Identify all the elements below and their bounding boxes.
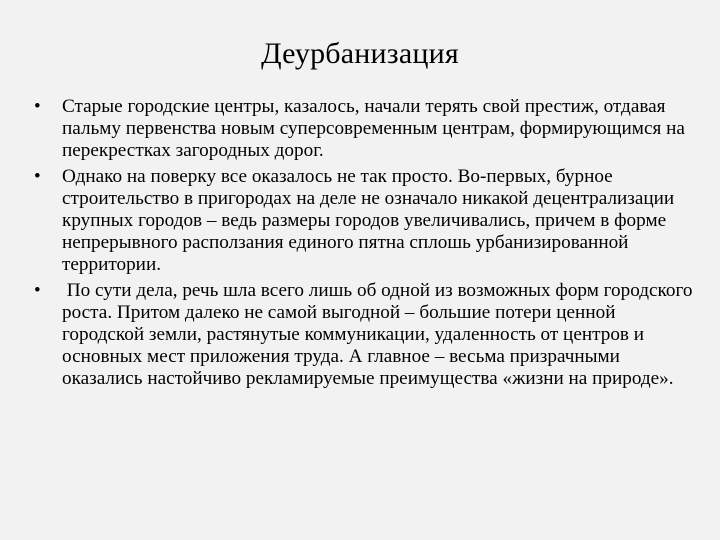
bullet-item [34, 96, 694, 162]
bullet-text: Однако на поверку все оказалось не так просто. Во-первых, бурное строительство в пригородах на деле не означало никакой децентрализации крупных городов – ведь размеры городов увеличивались, причем в форме непрерывного расползания единого пятна сплошь урбанизированной территории. [62, 166, 675, 275]
bullet-marker: • [34, 166, 41, 187]
bullet-item [34, 280, 698, 390]
bullet-marker: • [34, 96, 41, 117]
bullet-marker: • [34, 280, 41, 301]
bullet-list [34, 96, 698, 394]
slide-title: Деурбанизация [261, 37, 459, 70]
bullet-text: Старые городские центры, казалось, начали терять свой престиж, отдавая пальму первенства новым суперсовременным центрам, формирующимся на перекрестках загородных дорог. [62, 96, 685, 161]
bullet-text: По сути дела, речь шла всего лишь об одной из возможных форм городского роста. Притом далеко не самой выгодной – большие потери ценной городской земли, растянутые коммуникации, удаленность от центров и основных мест приложения труда. А главное – весьма призрачными оказались настойчиво рекламируемые преимущества «жизни на природе». [62, 280, 698, 389]
bullet-item [34, 166, 694, 276]
